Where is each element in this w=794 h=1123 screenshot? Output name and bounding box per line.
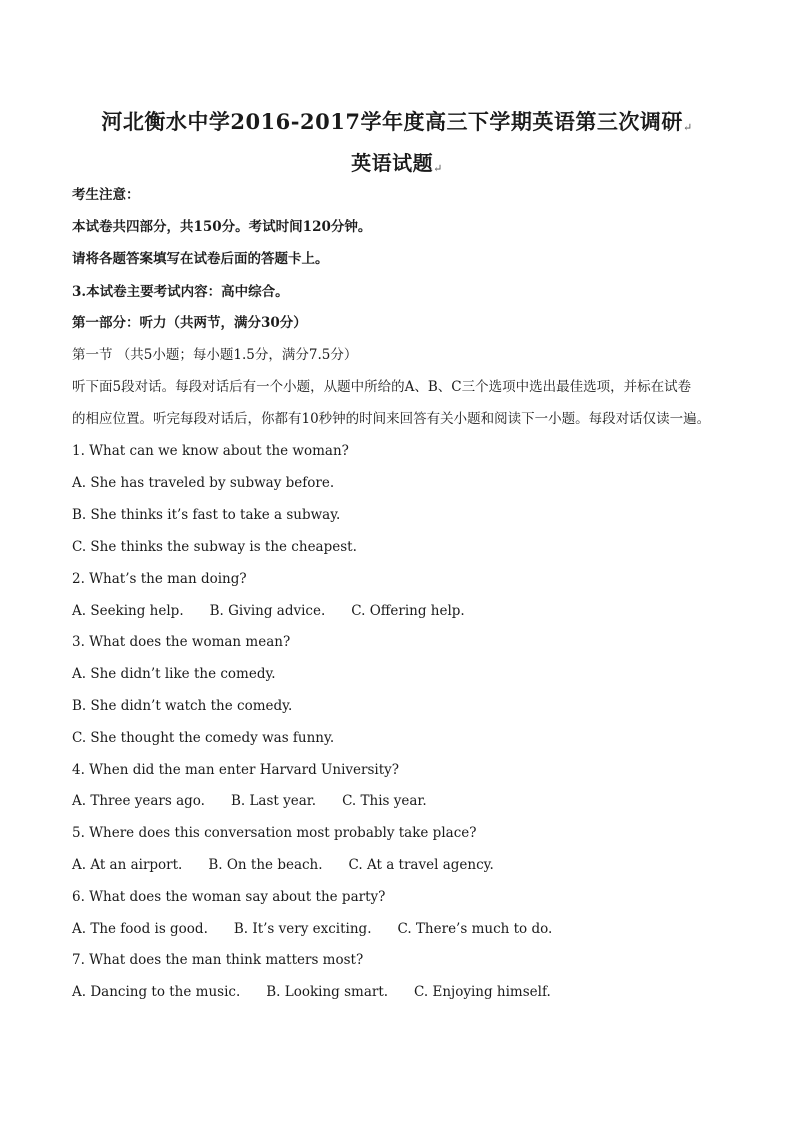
option-c: C. At a travel agency. bbox=[348, 857, 494, 873]
option-c: C. This year. bbox=[342, 793, 427, 809]
option-b: B. On the beach. bbox=[208, 857, 323, 873]
note-item: 本试卷共四部分，共150分。考试时间120分钟。 bbox=[72, 219, 372, 235]
option-b: B. It’s very exciting. bbox=[233, 921, 372, 937]
option-b: B. Giving advice. bbox=[209, 603, 326, 619]
option-a: A. She didn’t like the comedy. bbox=[72, 666, 276, 682]
options-row bbox=[72, 602, 732, 620]
options-row bbox=[72, 856, 732, 874]
option-b: B. Last year. bbox=[230, 793, 317, 809]
instructions-line: 听下面5段对话。每段对话后有一个小题，从题中所给的A、B、C三个选项中选出最佳选项，并标在试卷 bbox=[72, 379, 692, 395]
part-heading: 第一部分：听力（共两节，满分30分） bbox=[72, 315, 307, 331]
option-a: A. Dancing to the music. bbox=[72, 984, 241, 1000]
option-a: A. At an airport. bbox=[72, 857, 183, 873]
options-row bbox=[72, 983, 732, 1001]
option-b: B. Looking smart. bbox=[266, 984, 389, 1000]
question-text: 5. Where does this conversation most probably take place? bbox=[72, 825, 477, 841]
option-c: C. She thinks the subway is the cheapest. bbox=[72, 539, 357, 555]
option-c: C. Enjoying himself. bbox=[414, 984, 551, 1000]
options-row bbox=[72, 920, 732, 938]
title-text: 河北衡水中学2016-2017学年度高三下学期英语第三次调研 bbox=[101, 109, 683, 134]
option-c: C. Offering help. bbox=[351, 603, 465, 619]
subtitle-text: 英语试题 bbox=[351, 151, 434, 175]
notes-heading: 考生注意： bbox=[72, 187, 140, 203]
option-a: A. Three years ago. bbox=[72, 793, 205, 809]
option-a: A. She has traveled by subway before. bbox=[72, 475, 335, 491]
option-a: A. Seeking help. bbox=[72, 603, 184, 619]
option-b: B. She thinks it’s fast to take a subway. bbox=[72, 507, 341, 523]
option-c: C. She thought the comedy was funny. bbox=[72, 730, 335, 746]
paragraph-mark-icon: ↵ bbox=[682, 121, 693, 134]
option-a: A. The food is good. bbox=[72, 921, 208, 937]
option-c: C. There’s much to do. bbox=[397, 921, 553, 937]
instructions-line: 的相应位置。听完每段对话后，你都有10秒钟的时间来回答有关小题和阅读下一小题。每段对话仅读一遍。 bbox=[72, 411, 711, 427]
page-subtitle bbox=[0, 147, 794, 176]
question-text: 7. What does the man think matters most? bbox=[72, 952, 364, 968]
paragraph-mark-icon: ↵ bbox=[433, 162, 443, 175]
option-b: B. She didn’t watch the comedy. bbox=[72, 698, 293, 714]
question-text: 2. What’s the man doing? bbox=[72, 571, 247, 587]
question-text: 6. What does the woman say about the party? bbox=[72, 889, 386, 905]
note-item: 请将各题答案填写在试卷后面的答题卡上。 bbox=[72, 251, 329, 267]
note-item: 3.本试卷主要考试内容：高中综合。 bbox=[72, 284, 289, 300]
page-title bbox=[0, 106, 794, 136]
question-text: 3. What does the woman mean? bbox=[72, 634, 291, 650]
section-heading: 第一节 （共5小题；每小题1.5分，满分7.5分） bbox=[72, 347, 358, 363]
question-text: 1. What can we know about the woman? bbox=[72, 443, 349, 459]
options-row bbox=[72, 792, 732, 810]
question-text: 4. When did the man enter Harvard University? bbox=[72, 762, 400, 778]
